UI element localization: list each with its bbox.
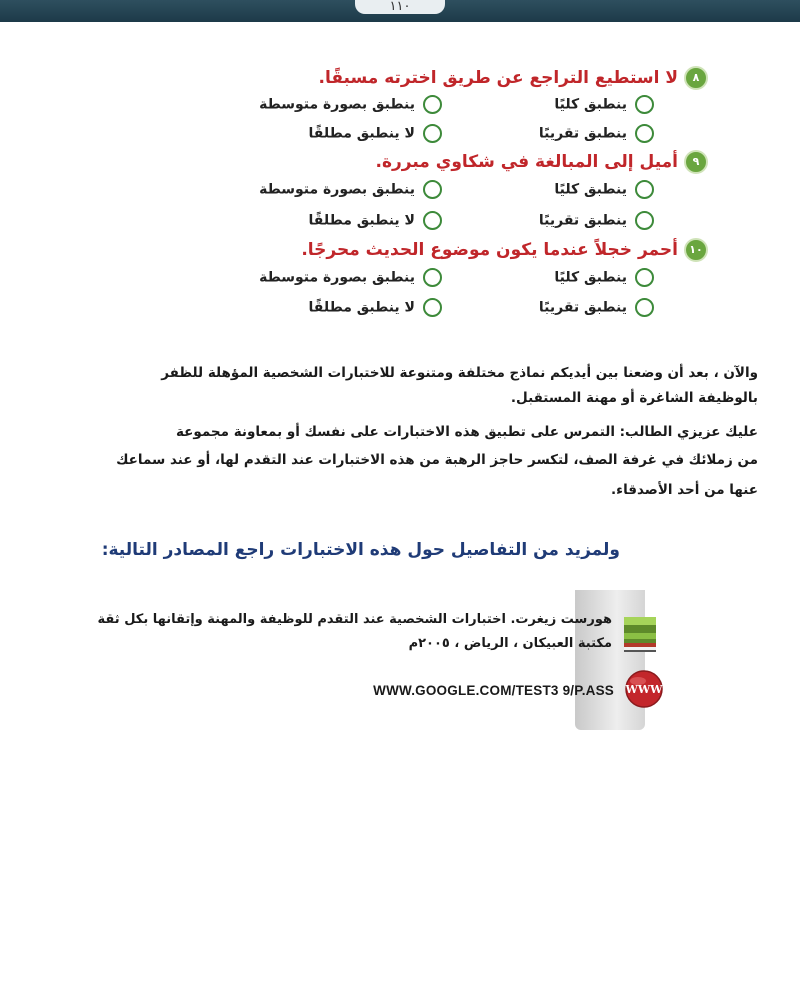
radio-button[interactable] [635,95,654,114]
option-moderately-applies[interactable]: ينطبق بصورة متوسطة [259,180,442,199]
source-url[interactable]: WWW.GOOGLE.COM/TEST3 9/P.ASS [373,683,614,698]
book-reference-line: هورست زيغرت. اختبارات الشخصية عند التقدم للوظيفة والمهنة وإتقانها بكل ثقة [97,612,612,627]
paragraph-line: والآن ، بعد أن وضعنا بين أيديكم نماذج مختلفة ومتنوعة للاختبارات الشخصية المؤهلة للظفر [161,365,758,381]
question-10 [301,238,708,262]
radio-button[interactable] [423,211,442,230]
paragraph-line: بالوظيفة الشاغرة أو مهنة المستقبل. [510,390,758,406]
svg-text:WWW: WWW [625,683,663,696]
www-icon [624,669,664,709]
radio-button[interactable] [635,211,654,230]
radio-button[interactable] [635,268,654,287]
question-number-badge: ٩ [684,150,708,174]
question-number-badge: ١٠ [684,238,708,262]
radio-button[interactable] [423,124,442,143]
question-text: أميل إلى المبالغة في شكاوي مبررة. [375,152,678,172]
book-reference-line: مكتبة العبيكان ، الرياض ، ٢٠٠٥م [408,636,612,651]
option-fully-applies[interactable]: ينطبق كليًا [554,95,654,114]
radio-button[interactable] [423,268,442,287]
paragraph-line: عنها من أحد الأصدقاء. [611,482,758,498]
question-9 [376,150,708,174]
question-8 [318,66,708,90]
page-number: ١١٠ [355,0,445,14]
option-does-not-apply[interactable]: لا ينطبق مطلقًا [309,124,442,143]
option-fully-applies[interactable]: ينطبق كليًا [554,268,654,287]
book-icon [618,603,662,657]
radio-button[interactable] [423,180,442,199]
radio-button[interactable] [635,180,654,199]
question-text: لا استطيع التراجع عن طريق اخترته مسبقًا. [318,68,678,88]
paragraph-line: من زملائك في غرفة الصف، لتكسر حاجز الرهبة من هذه الاختبارات عند التقدم لها، أو عند سماعك [116,452,758,468]
radio-button[interactable] [635,124,654,143]
radio-button[interactable] [423,298,442,317]
radio-button[interactable] [423,95,442,114]
question-text: أحمر خجلاً عندما يكون موضوع الحديث محرجًا. [301,240,678,260]
radio-button[interactable] [635,298,654,317]
sources-heading: ولمزيد من التفاصيل حول هذه الاختبارات راجع المصادر التالية: [101,540,620,560]
option-moderately-applies[interactable]: ينطبق بصورة متوسطة [259,95,442,114]
option-does-not-apply[interactable]: لا ينطبق مطلقًا [309,298,442,317]
option-fully-applies[interactable]: ينطبق كليًا [554,180,654,199]
paragraph-line: عليك عزيزي الطالب: التمرس على تطبيق هذه الاختبارات على نفسك أو بمعاونة مجموعة [176,424,758,440]
option-does-not-apply[interactable]: لا ينطبق مطلقًا [309,211,442,230]
option-almost-applies[interactable]: ينطبق تقريبًا [539,211,654,230]
option-almost-applies[interactable]: ينطبق تقريبًا [539,124,654,143]
option-moderately-applies[interactable]: ينطبق بصورة متوسطة [259,268,442,287]
question-number-badge: ٨ [684,66,708,90]
option-almost-applies[interactable]: ينطبق تقريبًا [539,298,654,317]
